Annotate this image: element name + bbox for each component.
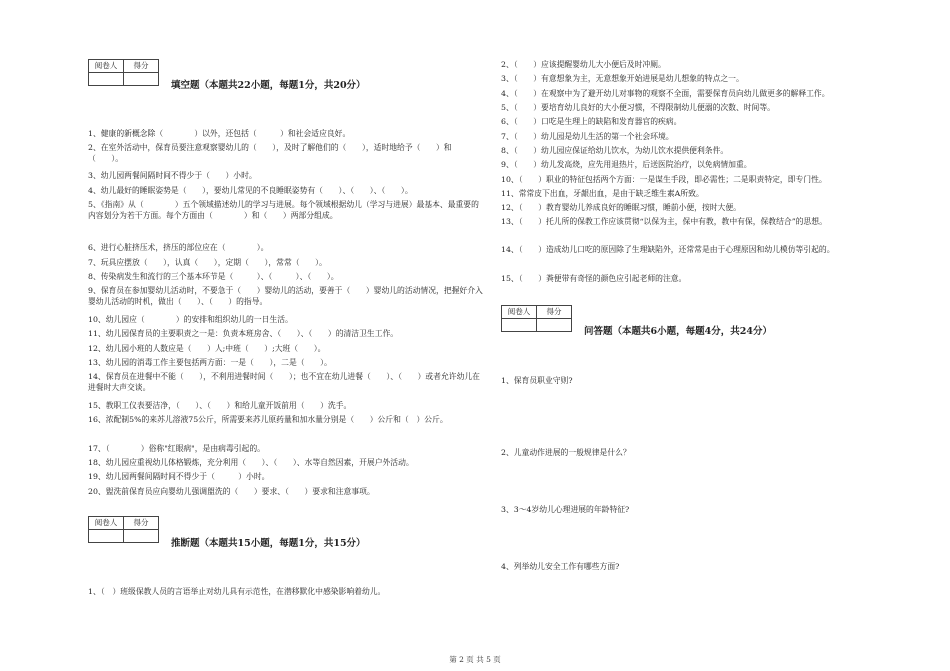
fill-item-14: 14、保育员在进餐中不能（ ），不利用进餐时间（ ）；也不宜在幼儿进餐（ ）、（ ）或者允许幼儿在进餐时大声交谈。 xyxy=(88,372,480,392)
score-label: 得分 xyxy=(124,60,159,73)
fill-item-17: 17、（ ）俗称"红眼病"，是由病毒引起的。 xyxy=(88,444,265,453)
fill-item-13: 13、幼儿园的消毒工作主要包括两方面：一是（ ），二是（ ）。 xyxy=(88,358,332,367)
score-label: 得分 xyxy=(537,306,572,319)
tf-item-1: 1、（ ）班级保教人员的言语举止对幼儿具有示范性，在潜移默化中感染影响着幼儿。 xyxy=(88,587,386,596)
tf-item-3: 3、（ ）有意想象为主，无意想象开始进展是幼儿想象的特点之一。 xyxy=(501,74,744,83)
fill-item-9: 9、保育员在参加婴幼儿活动时，不要急于（ ）婴幼儿的活动，要善于（ ）婴幼儿的活动情况，把握好介入婴幼儿活动的时机，做出（ ）、（ ）的指导。 xyxy=(88,286,483,306)
fill-item-5: 5、《指南》从（ ）五个领域描述幼儿的学习与进展。每个领域根据幼儿（学习与进展）最基本、最重要的内容划分为若干方面。每个方面由（ ）和（ ）两部分组成。 xyxy=(88,200,479,220)
score-box-tf xyxy=(88,516,159,543)
tf-item-9: 9、（ ）幼儿发高烧，应先用退热片，后送医院治疗，以免病情加重。 xyxy=(501,160,752,169)
fill-item-18: 18、幼儿园应重视幼儿体格锻炼，充分利用（ ）、（ ）、水等自然因素，开展户外活动。 xyxy=(88,458,414,467)
fill-item-15: 15、教职工仪表要洁净，（ ）、（ ）和给儿童开饭前用（ ）洗手。 xyxy=(88,401,352,410)
fill-item-16: 16、浓配制5%的来苏儿溶液75公斤，所需要来苏儿原药量和加水量分别是（ ）公斤和（ ）公斤。 xyxy=(88,415,448,424)
qa-item-2: 2、儿童动作进展的一般规律是什么？ xyxy=(501,448,631,457)
fill-item-1: 1、健康的新概念除（ ）以外，还包括（ ）和社会适应良好。 xyxy=(88,129,351,138)
reviewer-label: 阅卷人 xyxy=(502,306,537,319)
fill-item-19: 19、幼儿园两餐间隔时间不得少于（ ）小时。 xyxy=(88,472,270,481)
score-cell xyxy=(537,319,572,332)
score-box-fill xyxy=(88,59,159,86)
tf-item-10: 10、（ ）职业的特征包括两个方面：一是谋生手段，即必需性；二是职责特定，即专门性。 xyxy=(501,175,827,184)
fill-item-2: 2、在室外活动中，保育员要注意观察婴幼儿的（ ），及时了解他们的（ ），适时地给予（ ）和（ ）。 xyxy=(88,143,452,163)
page-footer: 第 2 页 共 5 页 xyxy=(449,655,501,664)
tf-item-15: 15、（ ）粪便带有奇怪的颜色应引起老师的注意。 xyxy=(501,274,687,283)
reviewer-cell xyxy=(89,73,124,86)
fill-item-8: 8、传染病发生和流行的三个基本环节是（ ）、（ ）、（ ）。 xyxy=(88,272,339,281)
qa-item-1: 1、保育员职业守则? xyxy=(501,376,573,385)
fill-item-3: 3、幼儿园两餐间隔时间不得少于（ ）小时。 xyxy=(88,171,257,180)
tf-item-11: 11、常常皮下出血，牙龈出血，是由于缺乏维生素A所致。 xyxy=(501,189,704,198)
reviewer-label: 阅卷人 xyxy=(89,60,124,73)
score-cell xyxy=(124,530,159,543)
tf-item-12: 12、（ ）教育婴幼儿养成良好的睡眠习惯，睡前小便，按时大便。 xyxy=(501,203,741,212)
tf-item-13: 13、（ ）托儿所的保教工作应该贯彻“以保为主，保中有教，教中有保，保教结合”的思想。 xyxy=(501,217,827,226)
tf-item-7: 7、（ ）幼儿园是幼儿生活的第一个社会环境。 xyxy=(501,132,674,141)
tf-item-4: 4、（ ）在观察中为了避开幼儿对事物的观察不全面，需要保育员向幼儿做更多的解释工作。 xyxy=(501,89,830,98)
qa-section-title: 问答题（本题共6小题，每题4分，共24分） xyxy=(584,326,772,337)
reviewer-cell xyxy=(89,530,124,543)
qa-item-3: 3、3～4岁幼儿心理进展的年龄特征? xyxy=(501,505,630,514)
tf-item-6: 6、（ ）口吃是生理上的缺陷和发育器官的疾病。 xyxy=(501,117,682,126)
fill-item-10: 10、幼儿园应（ ）的安排和组织幼儿的一日生活。 xyxy=(88,315,293,324)
score-label: 得分 xyxy=(124,517,159,530)
fill-item-7: 7、玩具应摆放（ ），认真（ ），定期（ ），常常（ ）。 xyxy=(88,258,327,267)
reviewer-cell xyxy=(502,319,537,332)
fill-item-6: 6、进行心脏挤压术，挤压的部位应在（ ）。 xyxy=(88,243,269,252)
fill-item-11: 11、幼儿园保育员的主要职责之一是：负责本班房舍、（ ）、（ ）的清洁卫生工作。 xyxy=(88,329,399,338)
reviewer-label: 阅卷人 xyxy=(89,517,124,530)
tf-item-5: 5、（ ）要培育幼儿良好的大小便习惯，不得限制幼儿便溺的次数、时间等。 xyxy=(501,103,775,112)
tf-section-title: 推断题（本题共15小题，每题1分，共15分） xyxy=(171,538,366,549)
tf-item-14: 14、（ ）造成幼儿口吃的原因除了生理缺陷外，还常常是由于心理原因和幼儿模仿等引起的。 xyxy=(501,245,835,254)
fill-item-4: 4、幼儿最好的睡眠姿势是（ ），要幼儿常见的不良睡眠姿势有（ ）、（ ）、（ ）。 xyxy=(88,186,413,195)
score-box-qa xyxy=(501,305,572,332)
score-cell xyxy=(124,73,159,86)
qa-item-4: 4、列举幼儿安全工作有哪些方面? xyxy=(501,562,620,571)
fill-section-title: 填空题（本题共22小题，每题1分，共20分） xyxy=(171,80,366,91)
tf-item-8: 8、（ ）幼儿园应保证给幼儿饮水，为幼儿饮水提供便利条件。 xyxy=(501,146,729,155)
fill-item-12: 12、幼儿园小班的人数应是（ ）人;中班（ ）;大班（ ）。 xyxy=(88,344,326,353)
tf-item-2: 2、（ ）应该提醒婴幼儿大小便后及时冲厕。 xyxy=(501,60,666,69)
fill-item-20: 20、盥洗前保育员应向婴幼儿强调盥洗的（ ）要求、（ ）要求和注意事项。 xyxy=(88,487,375,496)
